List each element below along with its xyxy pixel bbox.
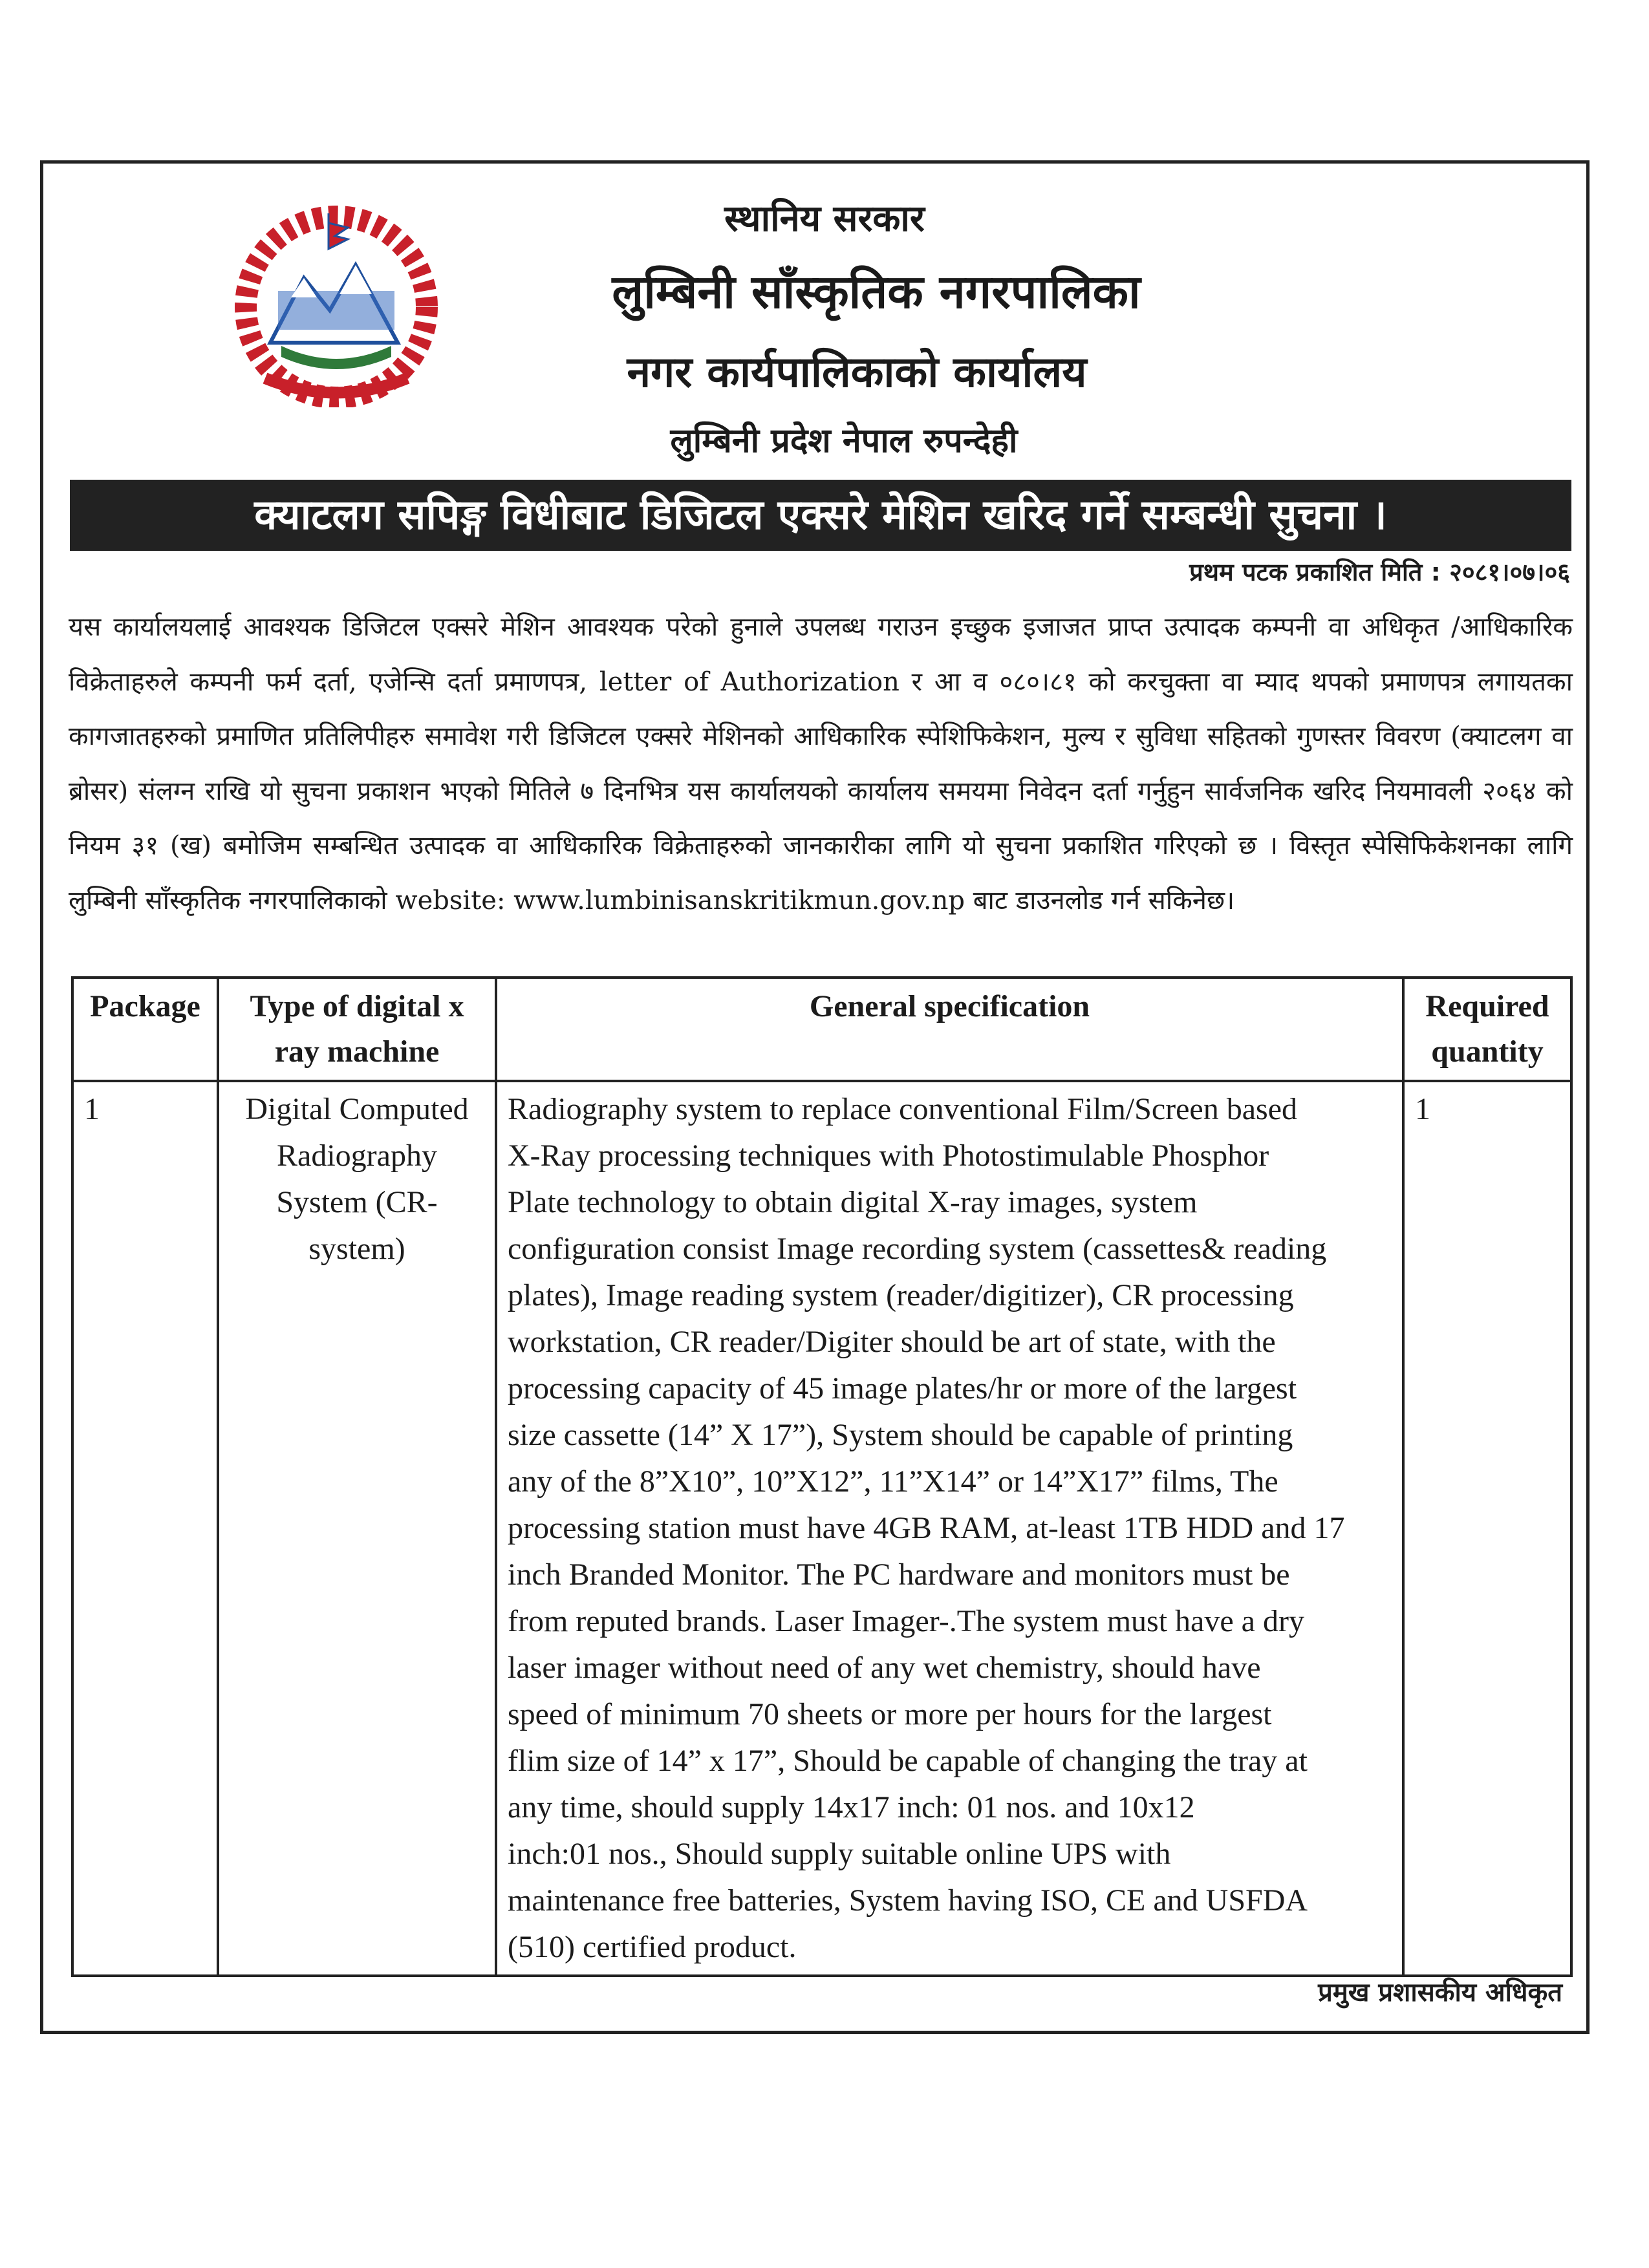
table-header-row [72, 978, 1571, 1081]
spec-line: plates), Image reading system (reader/digitizer), CR processing [508, 1278, 1294, 1312]
table-row [72, 1081, 1571, 1976]
spec-line: maintenance free batteries, System having ISO, CE and USFDA [508, 1883, 1308, 1918]
local-government-heading: स्थानिय सरकार [724, 198, 925, 240]
municipality-name: लुम्बिनी साँस्कृतिक नगरपालिका [612, 264, 1141, 319]
spec-line: from reputed brands. Laser Imager-.The system must have a dry [508, 1604, 1304, 1638]
spec-line: laser imager without need of any wet chemistry, should have [508, 1651, 1261, 1685]
spec-line: speed of minimum 70 sheets or more per hours for the largest [508, 1697, 1272, 1731]
spec-line: flim size of 14” x 17”, Should be capable of changing the tray at [508, 1744, 1308, 1778]
spec-line: inch:01 nos., Should supply suitable online UPS with [508, 1837, 1171, 1871]
header-package: Package [72, 978, 218, 1081]
spec-line: processing capacity of 45 image plates/hr or more of the largest [508, 1371, 1297, 1406]
spec-line: any of the 8”X10”, 10”X12”, 11”X14” or 14”X17” films, The [508, 1464, 1278, 1499]
notice-title-banner: क्याटलग सपिङ्ग विधीबाट डिजिटल एक्सरे मेशिन खरिद गर्ने सम्बन्धी सुचना । [70, 480, 1571, 551]
spec-line: inch Branded Monitor. The PC hardware and monitors must be [508, 1557, 1290, 1592]
notice-body: यस कार्यालयलाई आवश्यक डिजिटल एक्सरे मेशिन आवश्यक परेको हुनाले उपलब्ध गराउन इच्छुक इजाजत प्राप्त उत्पादक कम्पनी वा अधिकृत /आधिकारिक विक्रेताहरुले कम्पनी फर्म दर्ता, एजेन्सि दर्ता प्रमाणपत्र, letter of Authorization र आ व ०८०।८१ को करचुक्ता वा म्याद थपको प्रमाणपत्र लगायतका कागजातहरुको प्रमाणित प्रतिलिपीहरु समावेश गरी डिजिटल एक्सरे मेशिनको आधिकारिक स्पेशिफिकेशन, मुल्य र सुविधा सहितको गुणस्तर विवरण (क्याटलग वा ब्रोसर) संलग्न राखि यो सुचना प्रकाशन भएको मितिले ७ दिनभित्र यस कार्यालयको कार्यालय समयमा निवेदन दर्ता गर्नुहुन सार्वजनिक खरिद नियमावली २०६४ को नियम ३१ (ख) बमोजिम सम्बन्धित उत्पादक वा आधिकारिक विक्रेताहरुको जानकारीका लागि यो सुचना प्रकाशित गरिएको छ । विस्तृत स्पेसिफिकेशनका लागि लुम्बिनी साँस्कृतिक नगरपालिकाको website: www.lumbinisanskritikmun.gov.np बाट डाउनलोड गर्न सकिनेछ। [69, 612, 1573, 915]
specification-table [71, 976, 1573, 1977]
spec-line: Plate technology to obtain digital X-ray images, system [508, 1185, 1198, 1219]
spec-line: Radiography system to replace conventional Film/Screen based [508, 1092, 1297, 1126]
published-date: प्रथम पटक प्रकाशित मिति : २०८१।०७।०६ [1189, 558, 1570, 586]
spec-line: (510) certified product. [508, 1930, 797, 1964]
office-address: लुम्बिनी प्रदेश नेपाल रुपन्देही [670, 422, 1018, 460]
spec-line: any time, should supply 14x17 inch: 01 nos. and 10x12 [508, 1790, 1195, 1824]
cell-spec [496, 1081, 1403, 1976]
header-type: Type of digital x ray machine [218, 978, 496, 1081]
cell-type: Digital Computed Radiography System (CR-system) [218, 1081, 496, 1976]
signatory-title: प्रमुख प्रशासकीय अधिकृत [1318, 1978, 1562, 2007]
spec-line: processing station must have 4GB RAM, at-least 1TB HDD and 17 [508, 1511, 1345, 1545]
office-name: नगर कार्यपालिकाको कार्यालय [627, 347, 1087, 397]
spec-line: X-Ray processing techniques with Photostimulable Phosphor [508, 1139, 1269, 1173]
cell-quantity: 1 [1403, 1081, 1571, 1976]
spec-line: size cassette (14” X 17”), System should be capable of printing [508, 1418, 1293, 1452]
header-quantity: Required quantity [1403, 978, 1571, 1081]
spec-line: workstation, CR reader/Digiter should be art of state, with the [508, 1325, 1276, 1359]
cell-package: 1 [72, 1081, 218, 1976]
header-spec: General specification [496, 978, 1403, 1081]
spec-line: configuration consist Image recording system (cassettes& reading [508, 1232, 1327, 1266]
